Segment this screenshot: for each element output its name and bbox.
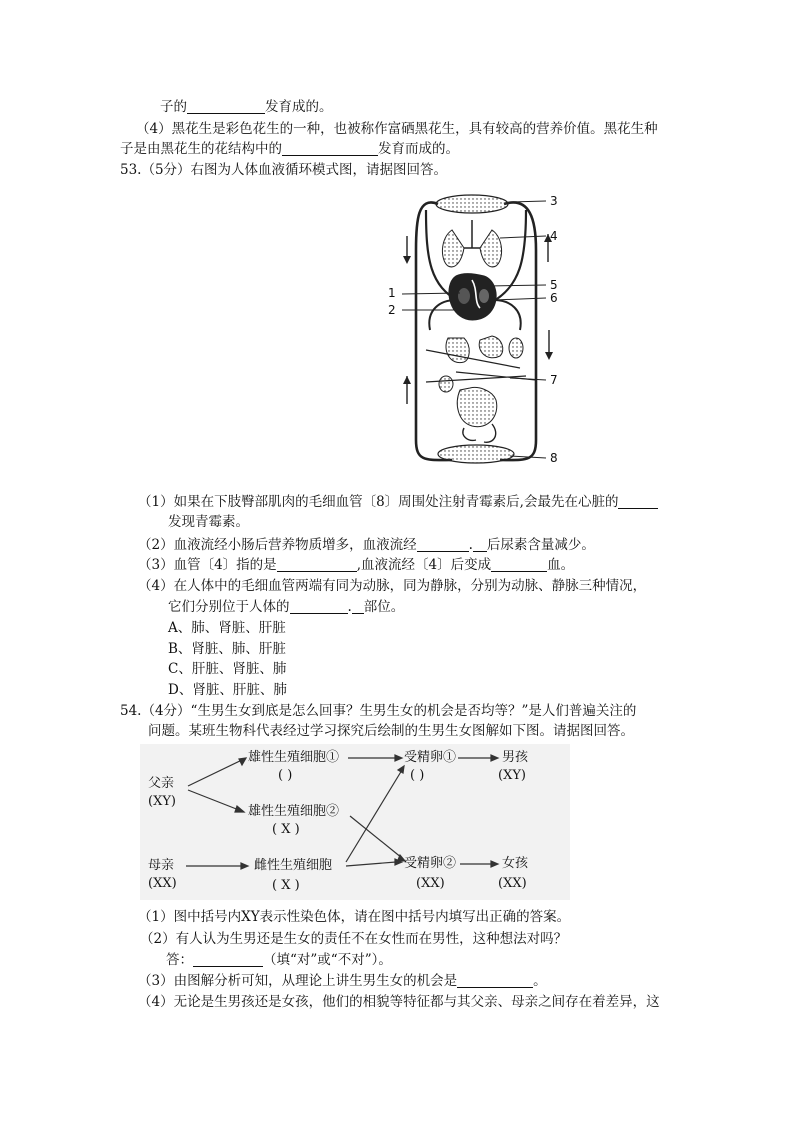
q53-answer-blank-2a[interactable] <box>417 537 469 552</box>
q54-s3-pre: （3）由图解分析可知，从理论上讲生男生女的机会是 <box>138 973 458 989</box>
q52-p4b-pre: 子是由黑花生的花结构中的 <box>120 141 282 157</box>
q53-s3-post: 血。 <box>547 557 575 573</box>
intestines <box>457 388 496 427</box>
sperm1-blank[interactable]: ( ) <box>278 768 293 783</box>
boy-label: 男孩 <box>502 750 529 765</box>
upper-body-capillaries <box>436 195 508 213</box>
q53-s2-pre: （2）血液流经小肠后营养物质增多，血液流经 <box>138 537 417 553</box>
q52-answer-blank-2[interactable] <box>282 141 378 156</box>
circulation-diagram <box>360 190 570 470</box>
q53-answer-blank-2b[interactable] <box>473 537 487 552</box>
mother-chromosomes: (XX) <box>148 876 177 891</box>
q52-cont-pre: 子的 <box>160 99 187 115</box>
q53-sub4: （4）在人体中的毛细血管两端有同为动脉，同为静脉，分别为动脉、静脉三种情况， <box>138 578 647 594</box>
zygote1-blank[interactable]: ( ) <box>410 768 425 783</box>
q53-s2-mid: . <box>468 537 473 553</box>
label-8: 8 <box>550 451 558 465</box>
q52-part4: （4）黑花生是彩色花生的一种，也被称作富硒黑花生，具有较高的营养价值。黑花生种 <box>136 121 658 137</box>
q54-answer-blank-3[interactable] <box>457 973 533 988</box>
q53-s1-pre: （1）如果在下肢臀部肌肉的毛细血管〔8〕周围处注射青霉素后,会最先在心脏的 <box>138 494 619 510</box>
q52-p4b-post: 发育而成的。 <box>378 141 459 157</box>
father-chromosomes: (XY) <box>148 794 176 809</box>
q53-answer-blank-1[interactable] <box>618 494 658 509</box>
lower-body-capillaries <box>438 445 514 463</box>
q54-s2-ans-post: （填“对”或“不对”）。 <box>263 952 392 968</box>
label-1: 1 <box>388 286 396 300</box>
label-6: 6 <box>550 291 558 305</box>
label-4: 4 <box>550 229 558 243</box>
q54-sub3 <box>138 972 547 990</box>
q53-s2-post: 后尿素含量减少。 <box>486 537 595 553</box>
q53-answer-blank-4a[interactable] <box>290 599 348 614</box>
q54-s2-ans-pre: 答： <box>166 952 193 968</box>
q53-option-b: B、肾脏、肺、肝脏 <box>168 641 286 657</box>
q54-sub2: （2）有人认为生男还是生女的责任不在女性而在男性，这种想法对吗？ <box>140 931 568 947</box>
girl-chromosomes: (XX) <box>498 876 527 891</box>
q53-answer-blank-3b[interactable] <box>491 557 547 572</box>
q52-answer-blank-1[interactable] <box>187 99 265 114</box>
lungs <box>442 230 464 267</box>
q53-option-d: D、肾脏、肝脏、肺 <box>168 682 287 698</box>
zygote1-label: 受精卵① <box>404 750 457 765</box>
q53-sub4-line2 <box>168 598 404 616</box>
label-3: 3 <box>550 194 558 208</box>
q52-part4-line2 <box>120 140 459 158</box>
q53-sub3 <box>138 556 574 574</box>
q52-cont-post: 发育成的。 <box>265 99 333 115</box>
egg-label: 雌性生殖细胞 <box>254 858 333 873</box>
girl-label: 女孩 <box>502 856 529 871</box>
q53-s4b-pre: 它们分别位于人体的 <box>168 599 290 615</box>
label-5: 5 <box>550 278 558 292</box>
q54-answer-blank-2[interactable] <box>193 952 263 967</box>
q54-sub4: （4）无论是生男孩还是女孩，他们的相貌等特征都与其父亲、母亲之间存在着差异，这 <box>138 994 660 1010</box>
q53-sub1-cont: 发现青霉素。 <box>168 514 249 530</box>
label-7: 7 <box>550 373 558 387</box>
q53-s4b-mid: . <box>347 599 352 615</box>
q54-stem-line2: 问题。某班生物科代表经过学习探究后绘制的生男生女图解如下图。请据图回答。 <box>148 723 634 739</box>
sperm2-label: 雄性生殖细胞② <box>248 804 340 819</box>
father-label: 父亲 <box>148 776 175 791</box>
boy-chromosomes: (XY) <box>498 768 526 783</box>
sperm1-label: 雄性生殖细胞① <box>248 750 340 765</box>
q54-s3-post: 。 <box>533 973 547 989</box>
q53-answer-blank-4b[interactable] <box>352 599 364 614</box>
q53-sub2 <box>138 536 595 554</box>
egg-chromosome: ( X ) <box>272 878 300 893</box>
zygote2-label: 受精卵② <box>404 856 457 871</box>
q52-cont-line <box>160 98 333 116</box>
q54-stem: 54.（4分）“生男生女到底是怎么回事？生男生女的机会是否均等？”是人们普遍关注的 <box>120 703 637 719</box>
mother-label: 母亲 <box>148 858 175 873</box>
zygote2-chromosomes: (XX) <box>416 876 445 891</box>
sperm2-chromosome: ( X ) <box>272 822 300 837</box>
liver <box>446 338 469 363</box>
q53-s3-mid: ,血液流经〔4〕后变成 <box>356 557 492 573</box>
q53-s3-pre: （3）血管〔4〕指的是 <box>138 557 277 573</box>
q53-s4b-post: 部位。 <box>363 599 405 615</box>
q53-answer-blank-3a[interactable] <box>277 557 357 572</box>
q53-sub1 <box>138 493 658 511</box>
q54-sub1: （1）图中括号内XY表示性染色体，请在图中括号内填写出正确的答案。 <box>138 909 571 925</box>
q53-option-c: C、肝脏、肾脏、肺 <box>168 661 287 677</box>
q53-option-a: A、肺、肾脏、肝脏 <box>168 620 286 636</box>
genetics-diagram <box>140 744 570 900</box>
q54-sub2-answer <box>166 951 392 969</box>
label-2: 2 <box>388 303 396 317</box>
q53-stem: 53.（5分）右图为人体血液循环模式图，请据图回答。 <box>120 162 448 178</box>
